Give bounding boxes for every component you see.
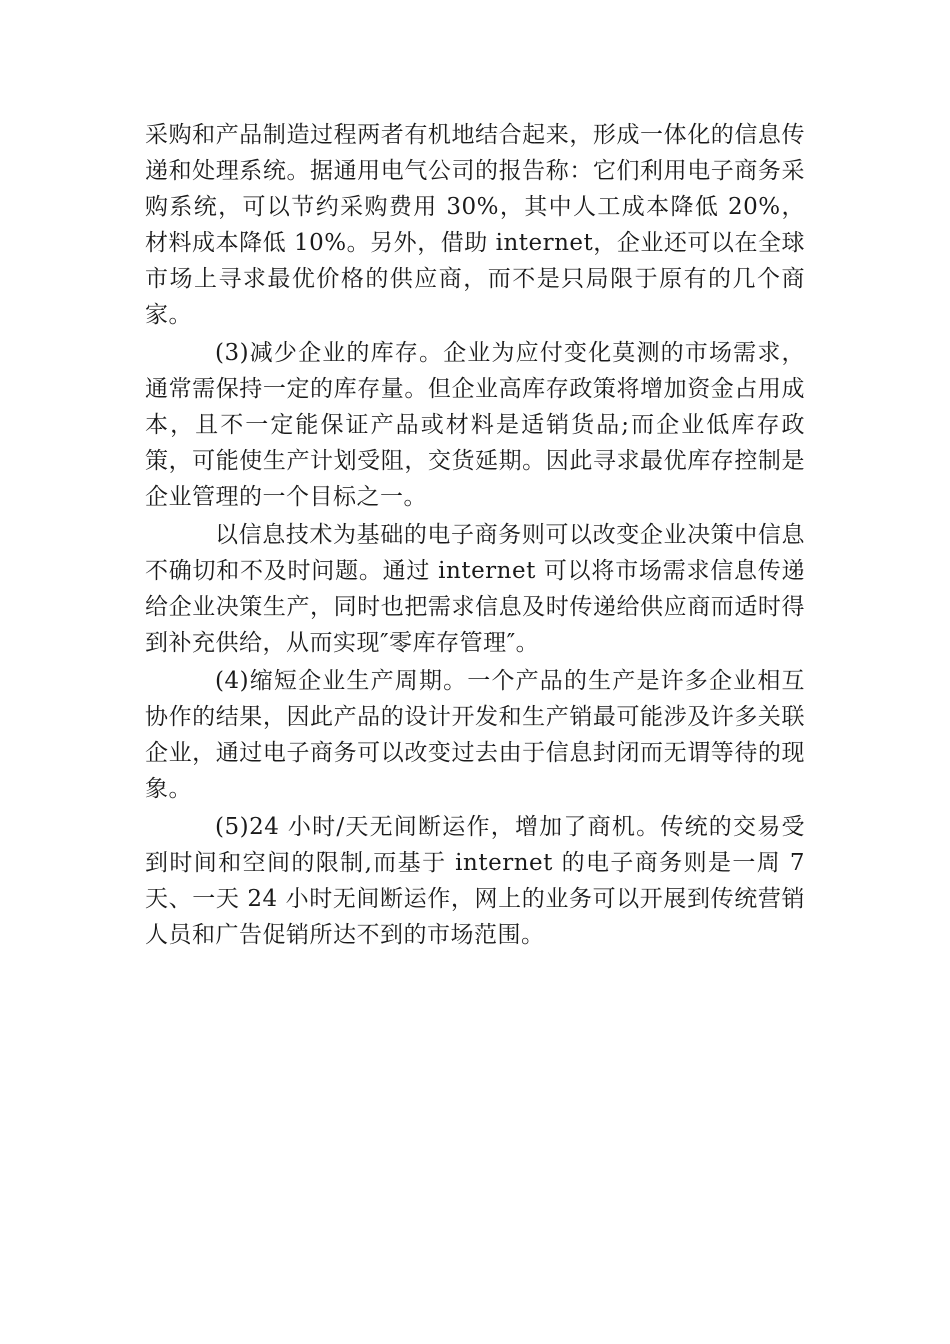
- paragraph-24-hour-operation: (5)24 小时/天无间断运作，增加了商机。传统的交易受到时间和空间的限制,而基于 internet 的电子商务则是一周 7 天、一天 24 小时无间断运作，网上的业务可以开展到传统营销人员和广告促销所达不到的市场范围。: [145, 814, 805, 948]
- paragraph-production-cycle: (4)缩短企业生产周期。一个产品的生产是许多企业相互协作的结果，因此产品的设计开发和生产销最可能涉及许多关联企业，通过电子商务可以改变过去由于信息封闭而无谓等待的现象。: [145, 668, 805, 802]
- paragraph-procurement: 采购和产品制造过程两者有机地结合起来，形成一体化的信息传递和处理系统。据通用电气公司的报告称：它们利用电子商务采购系统，可以节约采购费用 30%，其中人工成本降低 20%，材料成本降低 10%。另外，借助 internet，企业还可以在全球市场上寻求最优价格的供应商，而不是只局限于原有的几个商家。: [145, 122, 805, 328]
- paragraph-inventory: (3)减少企业的库存。企业为应付变化莫测的市场需求，通常需保持一定的库存量。但企业高库存政策将增加资金占用成本，且不一定能保证产品或材料是适销货品;而企业低库存政策，可能使生产计划受阻，交货延期。因此寻求最优库存控制是企业管理的一个目标之一。: [145, 340, 805, 510]
- body-text: [145, 117, 805, 955]
- paragraph-zero-inventory: 以信息技术为基础的电子商务则可以改变企业决策中信息不确切和不及时问题。通过 internet 可以将市场需求信息传递给企业决策生产，同时也把需求信息及时传递给供应商而适时得到补充供给，从而实现″零库存管理″。: [145, 522, 805, 656]
